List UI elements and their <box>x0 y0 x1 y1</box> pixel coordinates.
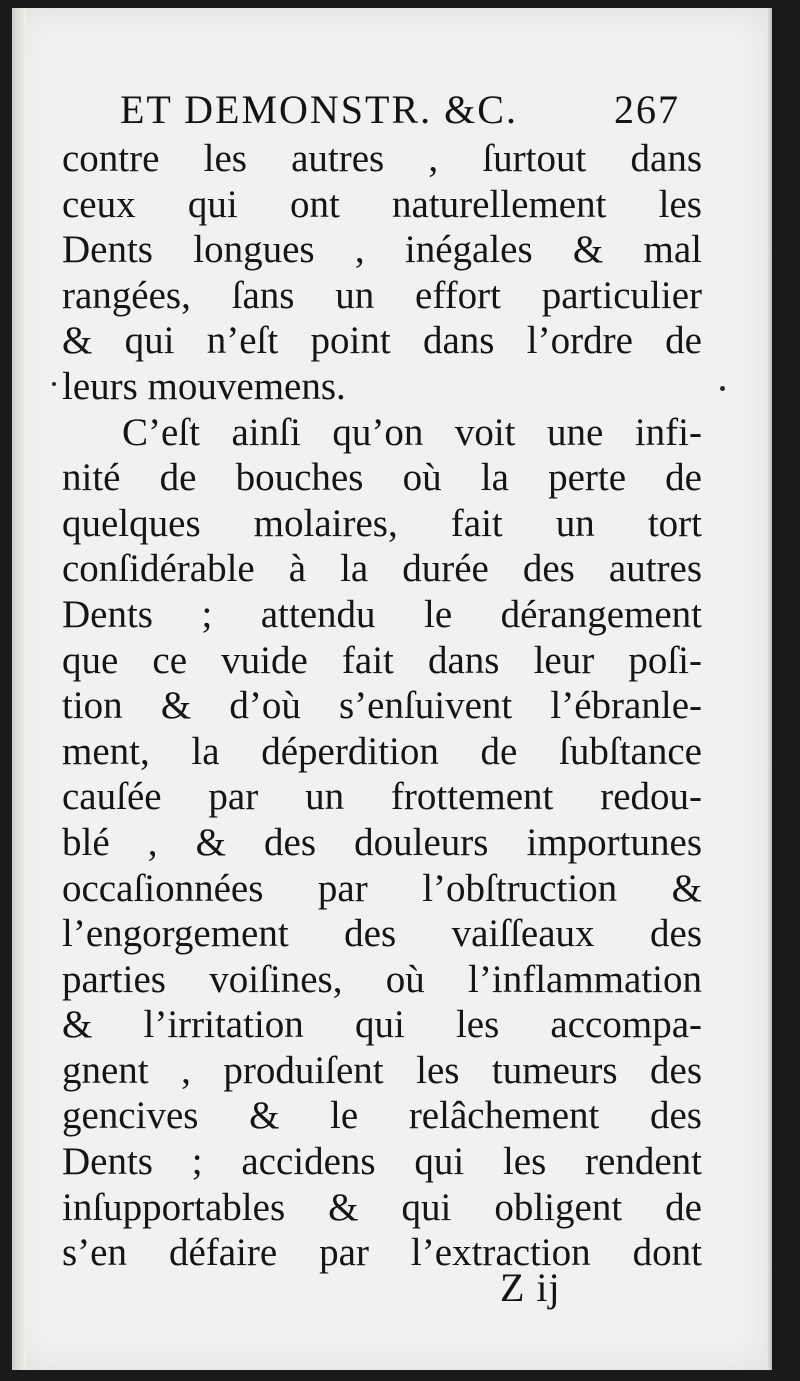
body-text <box>62 136 702 1276</box>
signature-mark: Z ij <box>500 1265 561 1310</box>
text-line: & l’irritation qui les accompa- <box>62 1003 702 1047</box>
print-speck <box>52 382 56 386</box>
text-line: & qui n’eſt point dans l’ordre de <box>62 319 702 363</box>
text-line: blé , & des douleurs importunes <box>62 820 702 864</box>
text-line: nité de bouches où la perte de <box>62 456 702 500</box>
text-line: Dents longues , inégales & mal <box>62 228 702 272</box>
text-line: gnent , produiſent les tumeurs des <box>62 1048 702 1092</box>
text-line: rangées, ſans un effort particulier <box>62 273 702 317</box>
text-line: C’eſt ainſi qu’on voit une infi- <box>122 410 702 454</box>
page-number: 267 <box>614 87 680 132</box>
book-page <box>12 8 772 1370</box>
text-line: ment, la déperdition de ſubſtance <box>62 729 702 773</box>
text-line: leurs mouvemens. <box>62 364 346 408</box>
running-head <box>120 86 680 136</box>
page-fore-edge <box>766 8 772 1370</box>
text-line: inſupportables & qui obligent de <box>62 1185 702 1229</box>
text-line: parties voiſines, où l’inflammation <box>62 957 702 1001</box>
text-line: conſidérable à la durée des autres <box>62 547 702 591</box>
page-binding-edge <box>12 8 26 1370</box>
print-speck <box>720 386 725 391</box>
text-line: l’engorgement des vaiſſeaux des <box>62 912 702 956</box>
text-line: tion & d’où s’enſuivent l’ébranle- <box>62 684 702 728</box>
text-line: ceux qui ont naturellement les <box>62 182 702 226</box>
text-line: quelques molaires, fait un tort <box>62 501 702 545</box>
text-line: que ce vuide fait dans leur poſi- <box>62 638 702 682</box>
text-line: gencives & le relâchement des <box>62 1094 702 1138</box>
text-line: Dents ; attendu le dérangement <box>62 592 702 636</box>
text-line: contre les autres , ſurtout dans <box>62 137 702 180</box>
running-head-title: ET DEMONSTR. &C. <box>120 87 518 132</box>
text-line: cauſée par un frottement redou- <box>62 775 702 819</box>
text-line: occaſionnées par l’obſtruction & <box>62 866 702 910</box>
text-line: s’en défaire par l’extraction dont <box>62 1231 702 1275</box>
text-line: Dents ; accidens qui les rendent <box>62 1140 702 1184</box>
